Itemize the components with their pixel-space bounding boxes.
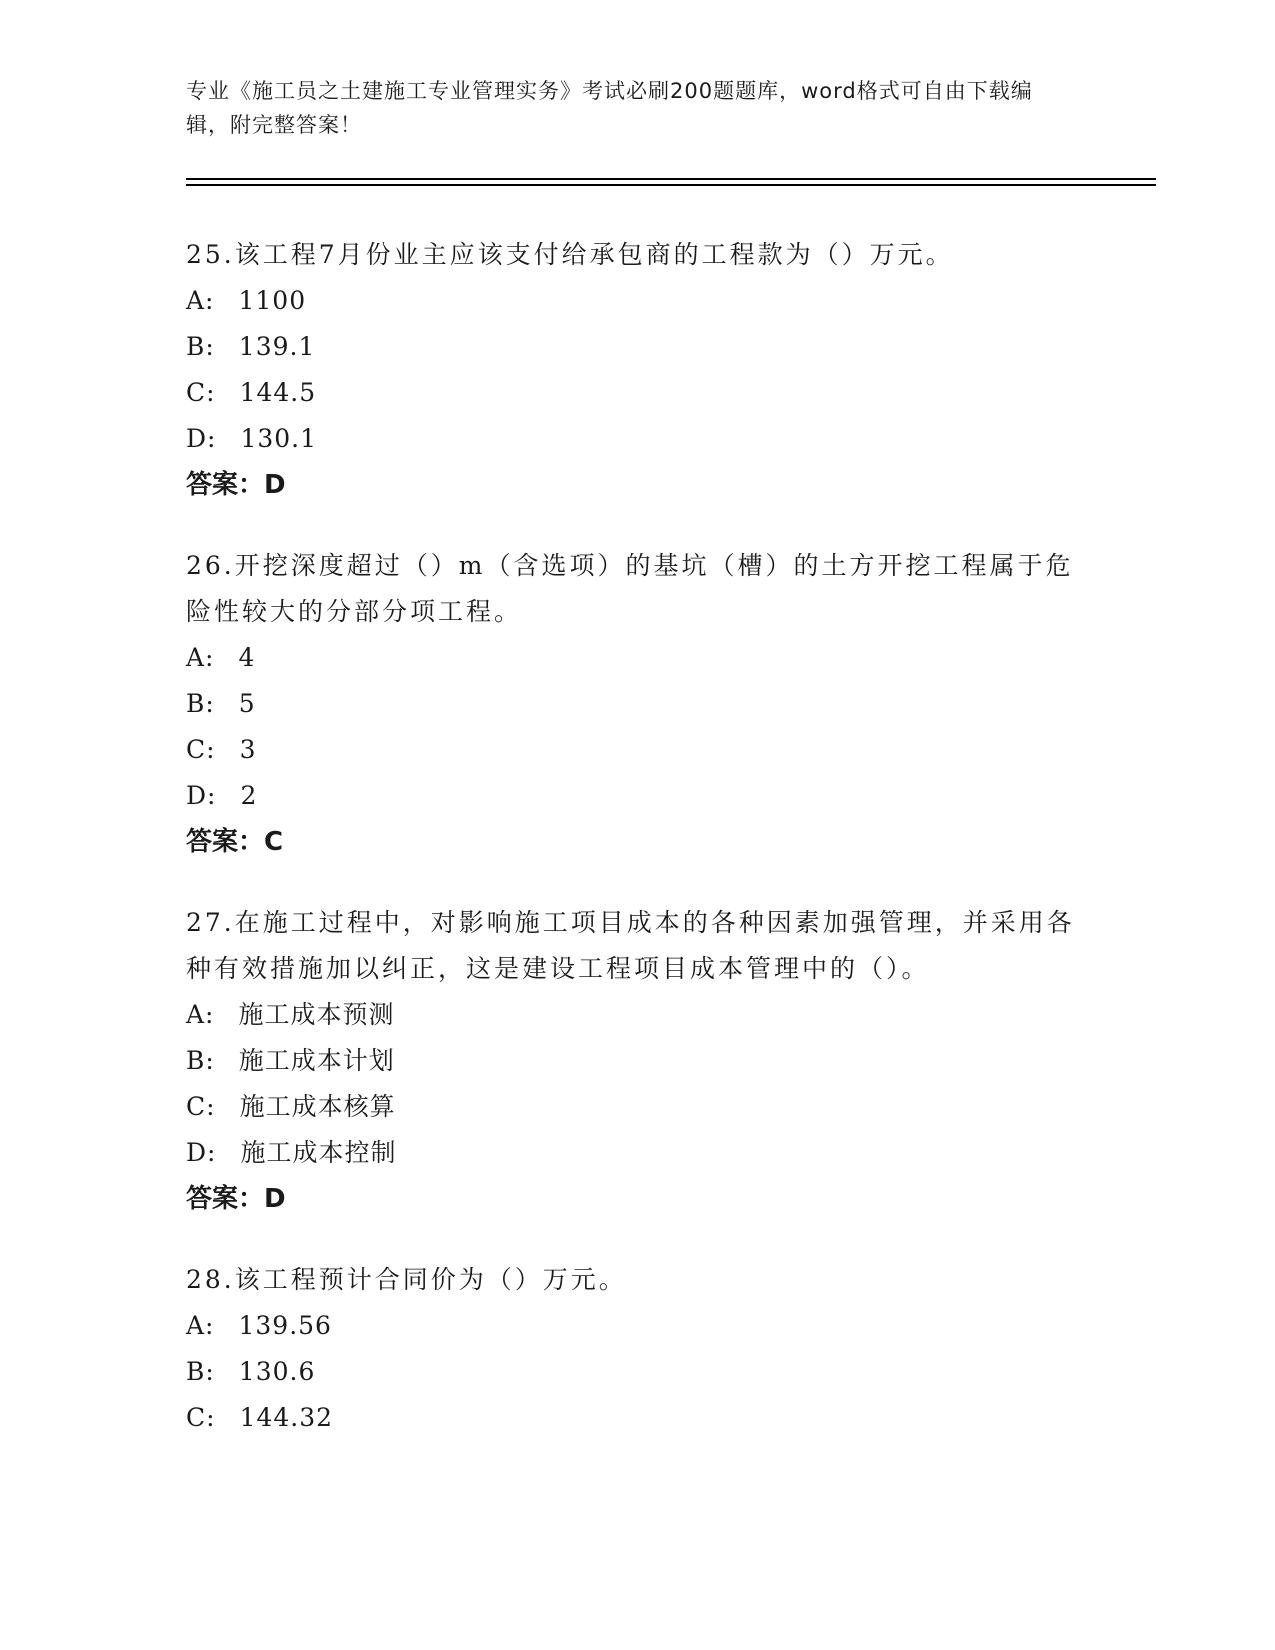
- option-text: 2: [240, 781, 258, 810]
- option-text: 139.1: [238, 332, 316, 361]
- document-header: [186, 74, 1066, 142]
- option-text: 130.6: [238, 1357, 316, 1386]
- option-text: 139.56: [238, 1311, 332, 1340]
- option-key: B:: [186, 689, 215, 718]
- option-key: A:: [186, 1000, 215, 1029]
- answer-line: [186, 1176, 1086, 1222]
- answer-label: 答案：: [186, 1184, 265, 1214]
- option-key: A:: [186, 286, 215, 315]
- option-key: D:: [186, 1138, 217, 1167]
- option-text: 施工成本控制: [240, 1138, 397, 1167]
- question-stem: 26.开挖深度超过（）m（含选项）的基坑（槽）的土方开挖工程属于危险性较大的分部分项工程。: [186, 551, 1074, 626]
- option-a: [186, 278, 1086, 324]
- document-title: 专业《施工员之土建施工专业管理实务》考试必刷200题题库，word格式可自由下载编辑，附完整答案！: [186, 79, 1033, 137]
- option-key: D:: [186, 424, 217, 453]
- option-key: B:: [186, 332, 215, 361]
- question-stem: 28.该工程预计合同价为（）万元。: [186, 1265, 627, 1294]
- option-key: C:: [186, 378, 216, 407]
- option-key: C:: [186, 735, 216, 764]
- option-b: [186, 1349, 1086, 1395]
- answer-label: 答案：: [186, 470, 265, 500]
- option-b: [186, 1038, 1086, 1084]
- option-text: 5: [238, 689, 256, 718]
- option-c: [186, 1395, 1086, 1441]
- option-text: 施工成本核算: [239, 1092, 396, 1121]
- option-text: 3: [239, 735, 257, 764]
- option-text: 144.5: [239, 378, 317, 407]
- option-c: [186, 370, 1086, 416]
- question-stem: 25.该工程7月份业主应该支付给承包商的工程款为（）万元。: [186, 240, 954, 269]
- option-key: C:: [186, 1092, 216, 1121]
- option-key: B:: [186, 1357, 215, 1386]
- option-b: [186, 681, 1086, 727]
- question-list: [186, 232, 1086, 1476]
- option-text: 施工成本计划: [238, 1046, 395, 1075]
- option-d: [186, 416, 1086, 462]
- option-b: [186, 324, 1086, 370]
- question-27: [186, 900, 1086, 1222]
- answer-value: D: [264, 470, 286, 500]
- question-stem: 27.在施工过程中，对影响施工项目成本的各种因素加强管理，并采用各种有效措施加以纠正，这是建设工程项目成本管理中的（）。: [186, 908, 1075, 983]
- option-c: [186, 727, 1086, 773]
- header-divider-bottom: [186, 184, 1156, 186]
- answer-value: D: [264, 1184, 286, 1214]
- option-a: [186, 992, 1086, 1038]
- question-26: [186, 543, 1086, 865]
- question-28: [186, 1257, 1086, 1441]
- answer-line: [186, 819, 1086, 865]
- option-d: [186, 773, 1086, 819]
- answer-value: C: [264, 827, 284, 857]
- option-key: B:: [186, 1046, 215, 1075]
- header-divider-top: [186, 178, 1156, 180]
- option-c: [186, 1084, 1086, 1130]
- option-key: C:: [186, 1403, 216, 1432]
- option-a: [186, 1303, 1086, 1349]
- option-text: 144.32: [239, 1403, 334, 1432]
- question-25: [186, 232, 1086, 508]
- option-d: [186, 1130, 1086, 1176]
- option-text: 4: [238, 643, 256, 672]
- option-a: [186, 635, 1086, 681]
- option-text: 130.1: [240, 424, 318, 453]
- answer-label: 答案：: [186, 827, 265, 857]
- option-text: 施工成本预测: [238, 1000, 395, 1029]
- answer-line: [186, 462, 1086, 508]
- option-key: D:: [186, 781, 217, 810]
- option-text: 1100: [238, 286, 307, 315]
- option-key: A:: [186, 643, 215, 672]
- option-key: A:: [186, 1311, 215, 1340]
